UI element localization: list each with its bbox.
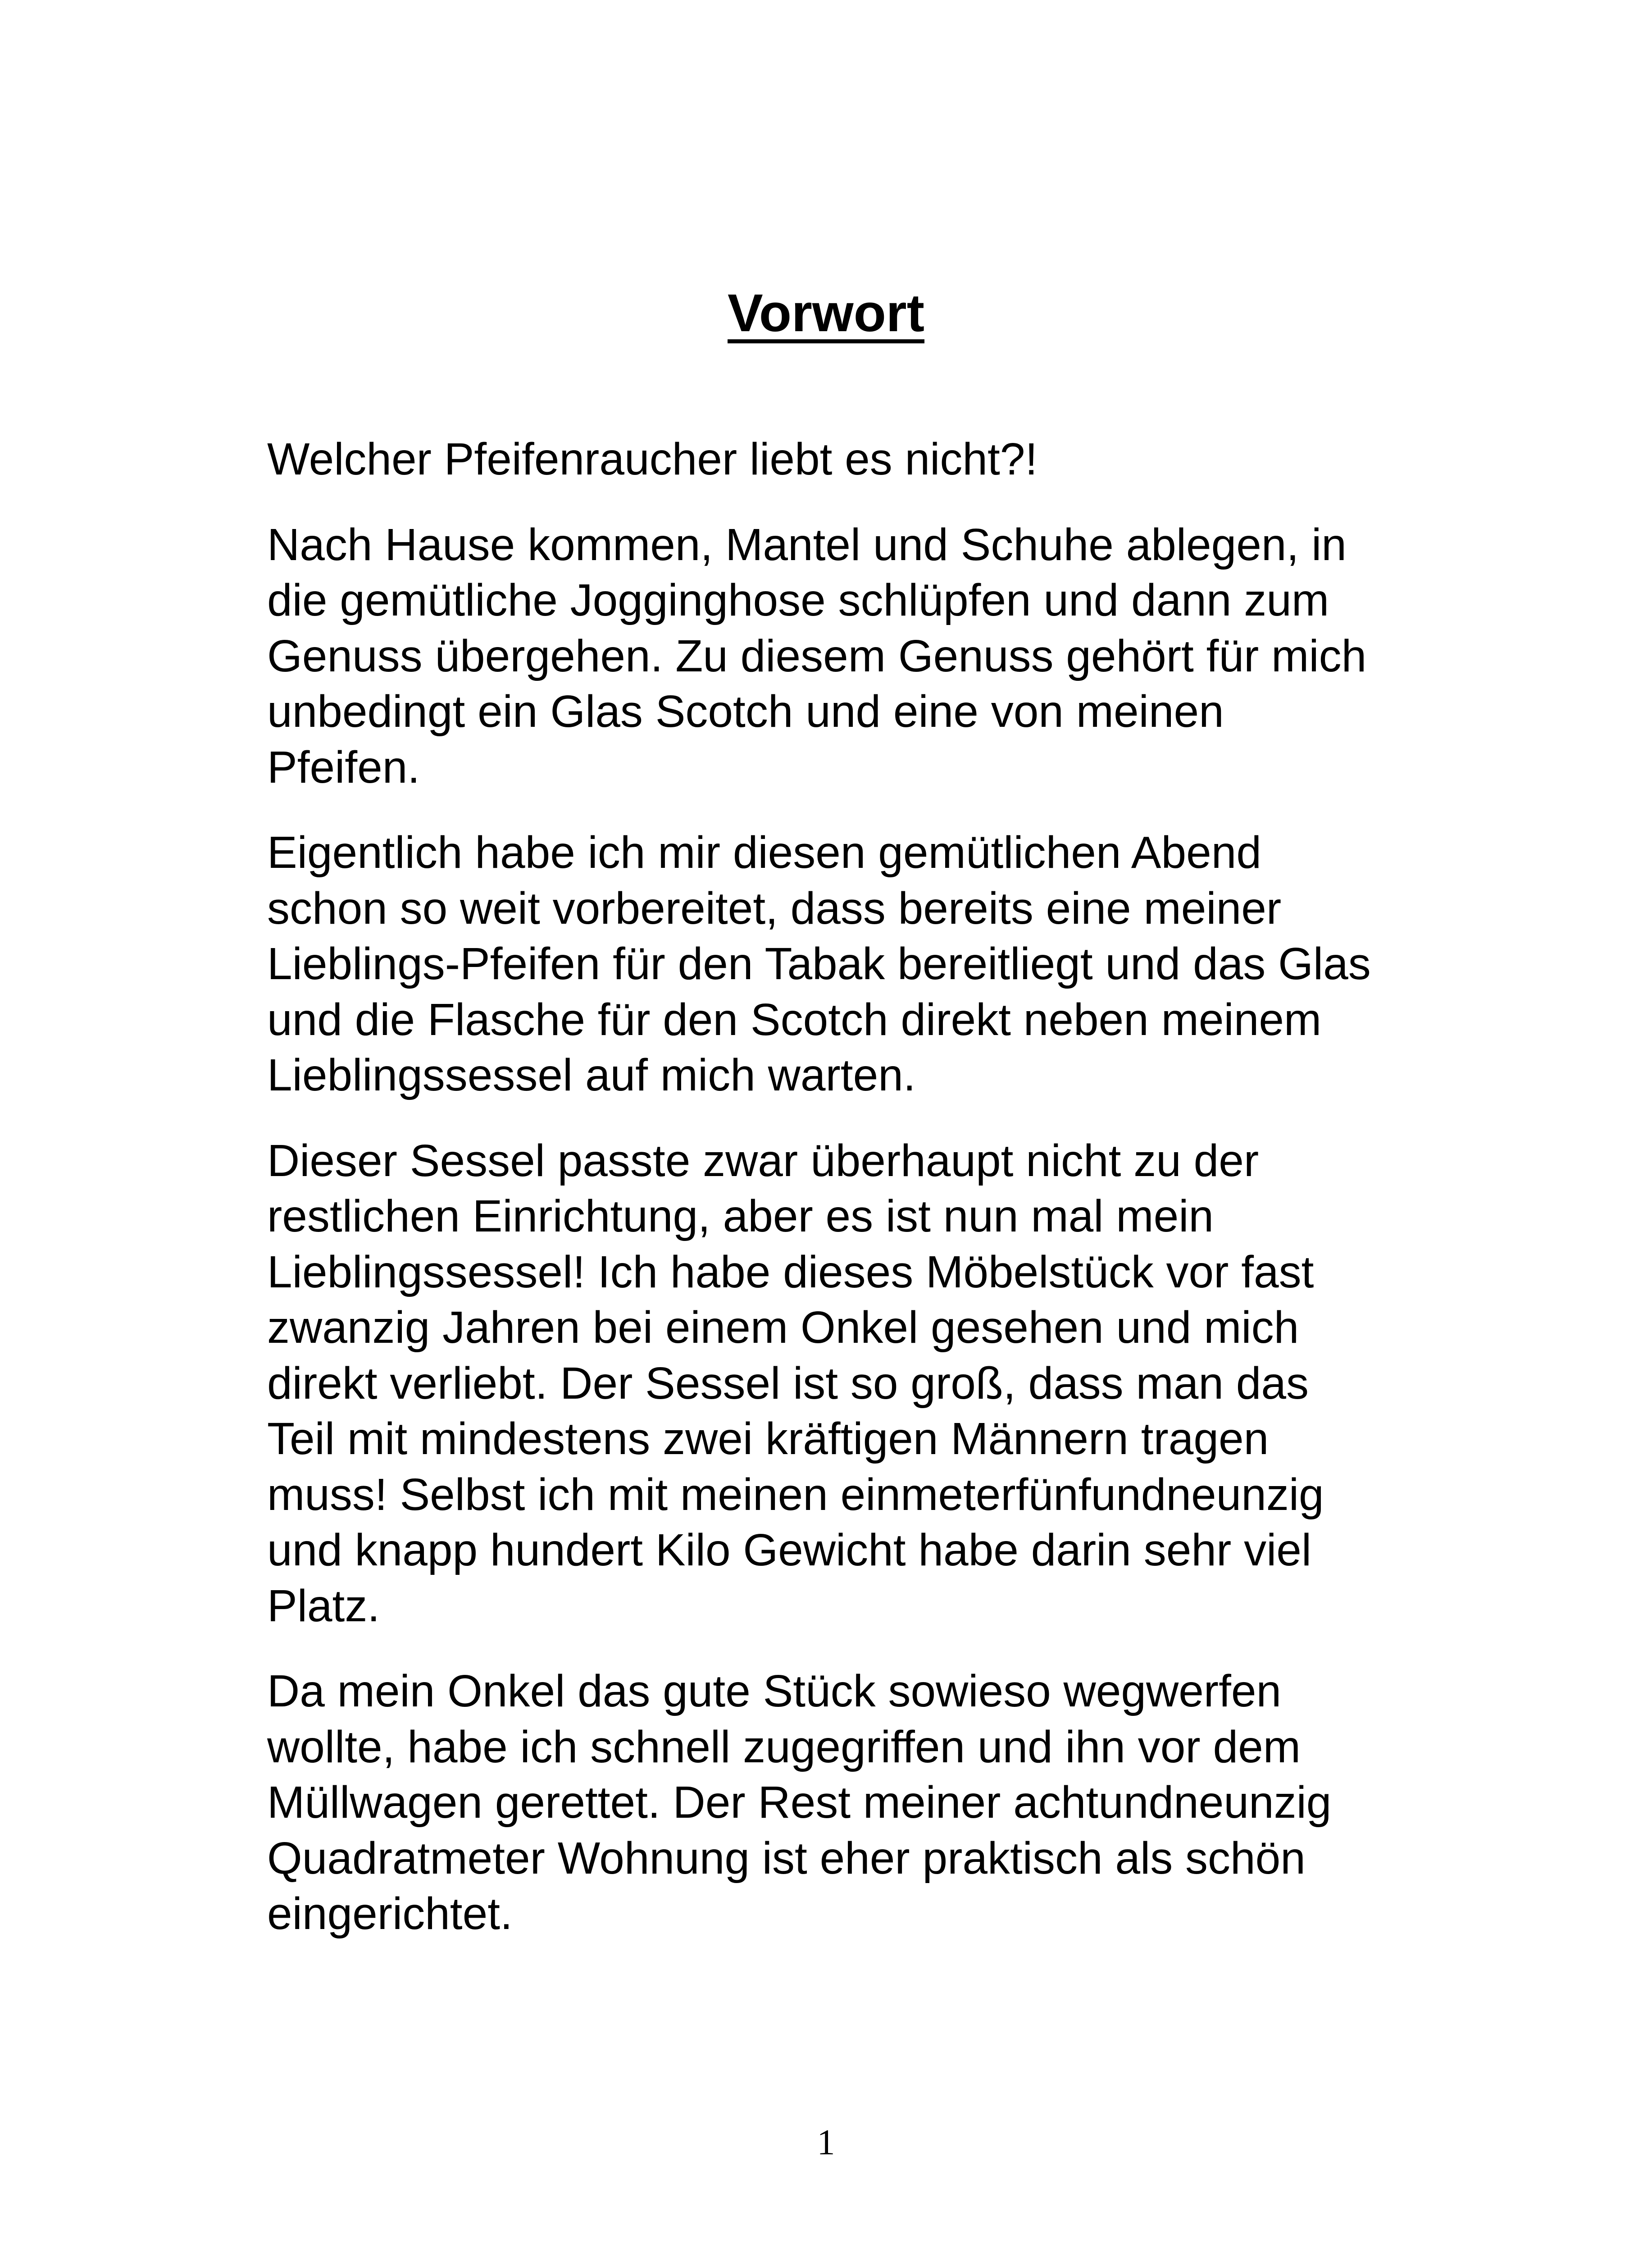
text-line: und knapp hundert Kilo Gewicht habe darin sehr viel [267, 1525, 1312, 1575]
text-line: Da mein Onkel das gute Stück sowieso wegwerfen [267, 1666, 1282, 1716]
text-line: direkt verliebt. Der Sessel ist so groß, dass man das [267, 1358, 1309, 1409]
text-line: Nach Hause kommen, Mantel und Schuhe ablegen, in [267, 519, 1347, 570]
text-line: unbedingt ein Glas Scotch und eine von meinen [267, 686, 1224, 737]
paragraph-1 [267, 432, 1407, 488]
text-line: Welcher Pfeifenraucher liebt es nicht?! [267, 434, 1038, 484]
text-line: Müllwagen gerettet. Der Rest meiner achtundneunzig [267, 1777, 1332, 1828]
text-line: und die Flasche für den Scotch direkt neben meinem [267, 994, 1322, 1045]
text-line: Genuss übergehen. Zu diesem Genuss gehört für mich [267, 630, 1367, 681]
text-line: Lieblings-Pfeifen für den Tabak bereitliegt und das Glas [267, 939, 1371, 989]
paragraph-4 [267, 1133, 1407, 1634]
text-line: Teil mit mindestens zwei kräftigen Männern tragen [267, 1414, 1269, 1464]
text-line: Dieser Sessel passte zwar überhaupt nicht zu der [267, 1135, 1259, 1186]
page-number: 1 [817, 2123, 835, 2162]
paragraph-2 [267, 517, 1407, 796]
page-title-text: Vorwort [727, 283, 925, 343]
body-text [267, 432, 1407, 1972]
paragraph-5 [267, 1664, 1407, 1942]
text-line: restlichen Einrichtung, aber es ist nun mal mein [267, 1191, 1214, 1241]
text-line: zwanzig Jahren bei einem Onkel gesehen und mich [267, 1302, 1299, 1353]
text-line: Platz. [267, 1580, 380, 1631]
text-line: eingerichtet. [267, 1888, 513, 1939]
text-line: wollte, habe ich schnell zugegriffen und ihn vor dem [267, 1721, 1301, 1772]
text-line: Quadratmeter Wohnung ist eher praktisch als schön [267, 1833, 1306, 1884]
text-line: Lieblingssessel auf mich warten. [267, 1050, 916, 1100]
text-line: muss! Selbst ich mit meinen einmeterfünfundneunzig [267, 1469, 1324, 1520]
text-line: Lieblingssessel! Ich habe dieses Möbelstück vor fast [267, 1246, 1314, 1297]
text-line: schon so weit vorbereitet, dass bereits eine meiner [267, 883, 1282, 934]
text-line: Pfeifen. [267, 742, 420, 793]
text-line: Eigentlich habe ich mir diesen gemütlichen Abend [267, 827, 1261, 878]
page-title [0, 279, 1652, 347]
paragraph-3 [267, 825, 1407, 1104]
text-line: die gemütliche Jogginghose schlüpfen und dann zum [267, 575, 1329, 625]
